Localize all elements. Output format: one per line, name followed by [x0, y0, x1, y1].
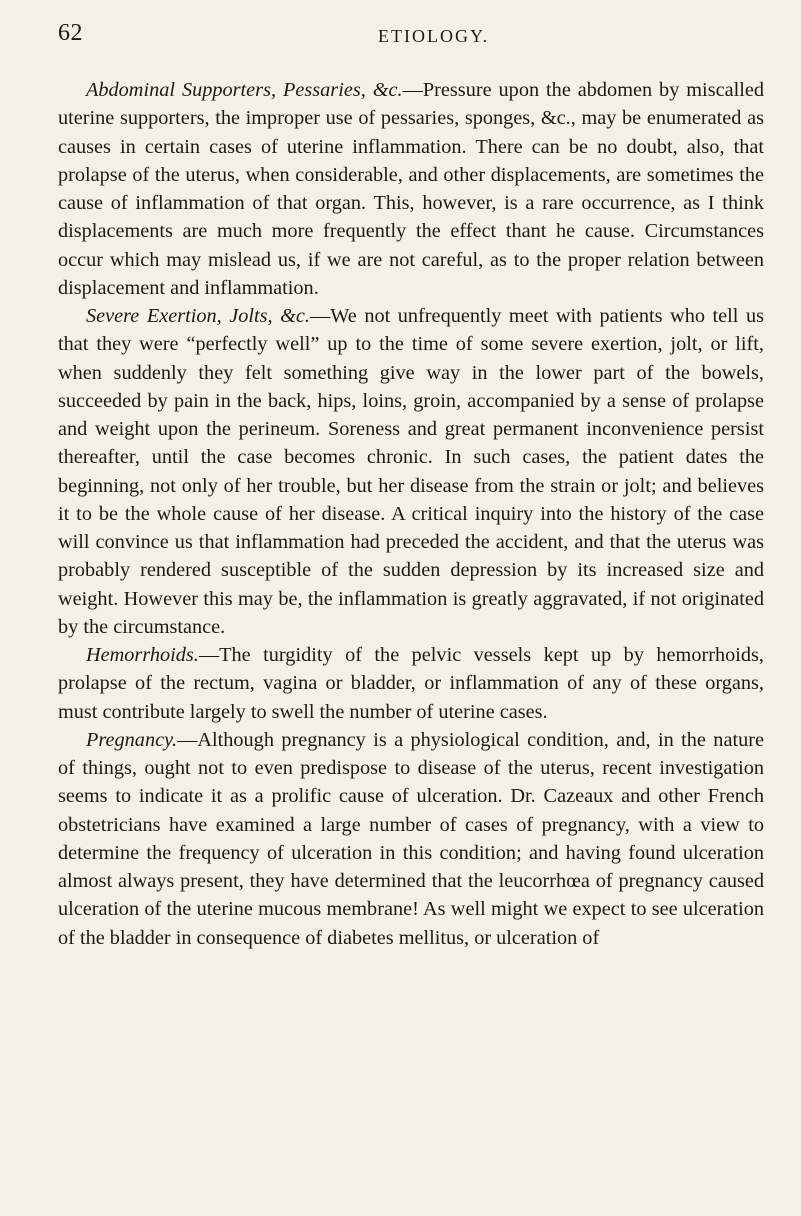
section-heading: Pregnancy. [86, 728, 178, 751]
paragraph-hemorrhoids [58, 641, 764, 726]
page-number: 62 [58, 20, 83, 46]
running-title: ETIOLOGY. [378, 26, 490, 46]
body-text [58, 76, 764, 952]
paragraph-pregnancy [58, 726, 764, 952]
paragraph-text: —Although pregnancy is a physiological condition, and, in the nature of things, ought not to even predispose to disease of the uterus, recent investigation seems to indicate it as a prolific cause of ulceration. Dr. Cazeaux and other French obstetricians have examined a large number of cases of pregnancy, with a view to determine the frequency of ulceration in this condition; and having found ulceration almost always present, they have determined that the leucorrhœa of pregnancy caused ulceration of the uterine mucous membrane! As well might we expect to see ulceration of the bladder in consequence of diabetes mellitus, or ulceration of [58, 728, 764, 949]
running-head [58, 20, 755, 50]
paragraph-abdominal-supporters [58, 76, 764, 302]
paragraph-text: —We not unfrequently meet with patients who tell us that they were “perfectly well” up to the time of some severe exertion, jolt, or lift, when suddenly they felt something give way in the lower part of the bowels, succeeded by pain in the back, hips, loins, groin, accompanied by a sense of prolapse and weight upon the perineum. Soreness and great permanent inconvenience persist thereafter, until the case becomes chronic. In such cases, the patient dates the beginning, not only of her trouble, but her disease from the strain or jolt; and believes it to be the whole cause of her disease. A critical inquiry into the history of the case will convince us that inflammation had preceded the accident, and that the uterus was probably rendered susceptible of the sudden depression by its increased size and weight. However this may be, the inflammation is greatly aggravated, if not originated by the circumstance. [58, 305, 764, 638]
section-heading: Abdominal Supporters, Pessaries, &c. [86, 79, 403, 101]
paragraph-severe-exertion [58, 302, 764, 641]
paragraph-text: —Pressure upon the abdomen by miscalled uterine supporters, the improper use of pessaries, sponges, &c., may be enumerated as causes in certain cases of uterine inflammation. There can be no doubt, also, that prolapse of the uterus, when considerable, and other displacements, are sometimes the cause of inflammation of that organ. This, however, is a rare occurrence, as I think displacements are much more frequently the effect thant he cause. Circumstances occur which may mislead us, if we are not careful, as to the proper relation between displacement and inflammation. [58, 79, 764, 299]
section-heading: Severe Exertion, Jolts, &c. [86, 305, 310, 327]
paragraph-text: —The turgidity of the pelvic vessels kept up by hemorrhoids, prolapse of the rectum, vagina or bladder, or inflammation of any of these organs, must contribute largely to swell the number of uterine cases. [58, 644, 764, 723]
section-heading: Hemorrhoids. [86, 644, 199, 666]
